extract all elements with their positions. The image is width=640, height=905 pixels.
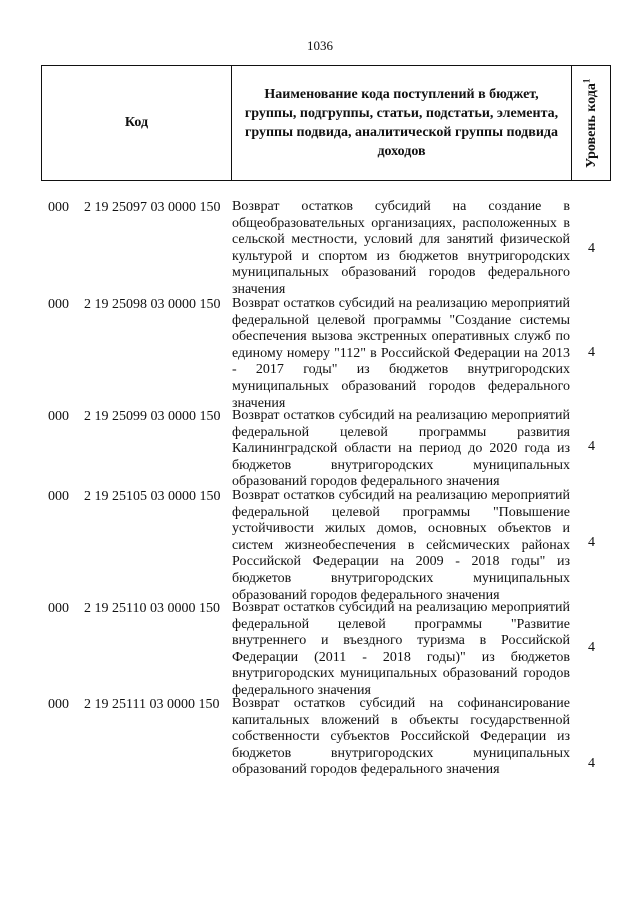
table-header xyxy=(41,65,611,181)
row-level: 4 xyxy=(588,241,595,256)
row-code: 2 19 25097 03 0000 150 xyxy=(84,200,221,215)
row-code: 2 19 25105 03 0000 150 xyxy=(84,489,221,504)
header-name-label: Наименование кода поступлений в бюджет, группы, подгруппы, статьи, подстатьи, элемента, группы подвида, аналитической группы подвида доходов xyxy=(244,87,559,159)
header-level-text: Уровень кода xyxy=(583,82,599,168)
row-prefix: 000 xyxy=(48,409,69,424)
header-level-footnote: 1 xyxy=(581,78,592,83)
row-prefix: 000 xyxy=(48,489,69,504)
page-number: 1036 xyxy=(307,38,333,53)
row-description: Возврат остатков субсидий на реализацию мероприятий федеральной целевой программы развития Калининградской области на период до 2020 года из бюджетов внутригородских муниципальных образований городов федерального значения xyxy=(232,408,570,490)
row-description: Возврат остатков субсидий на реализацию мероприятий федеральной целевой программы "Создание системы обеспечения вызова экстренных оперативных служб по единому номеру "112" в Российской Федерации на 2013 - 2017 годы" из бюджетов внутригородских муниципальных образований городов федерального значения xyxy=(232,296,570,411)
row-description: Возврат остатков субсидий на реализацию мероприятий федеральной целевой программы "Повышение устойчивости жилых домов, основных объектов и систем жизнеобеспечения в сейсмических районах Российской Федерации на 2009 - 2018 годы" из бюджетов внутригородских муниципальных образований городов федерального значения xyxy=(232,488,570,603)
row-prefix: 000 xyxy=(48,601,69,616)
row-level: 4 xyxy=(588,439,595,454)
header-level-cell xyxy=(572,66,609,180)
row-code: 2 19 25098 03 0000 150 xyxy=(84,297,221,312)
header-level-label xyxy=(581,78,600,167)
row-level: 4 xyxy=(588,756,595,771)
row-code: 2 19 25111 03 0000 150 xyxy=(84,697,220,712)
row-code: 2 19 25099 03 0000 150 xyxy=(84,409,221,424)
row-prefix: 000 xyxy=(48,697,69,712)
row-level: 4 xyxy=(588,345,595,360)
row-level: 4 xyxy=(588,640,595,655)
header-name-cell xyxy=(232,66,572,180)
row-description: Возврат остатков субсидий на создание в общеобразовательных организациях, расположенных в сельской местности, условий для занятий физической культурой и спортом из бюджетов внутригородских муниципальных образований городов федерального значения xyxy=(232,199,570,297)
row-prefix: 000 xyxy=(48,297,69,312)
header-code-label: Код xyxy=(124,115,149,130)
header-code-cell xyxy=(42,66,232,180)
row-description: Возврат остатков субсидий на софинансирование капитальных вложений в объекты государственной собственности субъектов Российской Федерации из бюджетов внутригородских муниципальных образований городов федерального значения xyxy=(232,696,570,778)
row-prefix: 000 xyxy=(48,200,69,215)
row-code: 2 19 25110 03 0000 150 xyxy=(84,601,220,616)
row-description: Возврат остатков субсидий на реализацию мероприятий федеральной целевой программы "Развитие внутреннего и въездного туризма в Российской Федерации (2011 - 2018 годы)" из бюджетов внутригородских муниципальных образований городов федерального значения xyxy=(232,600,570,698)
row-level: 4 xyxy=(588,535,595,550)
